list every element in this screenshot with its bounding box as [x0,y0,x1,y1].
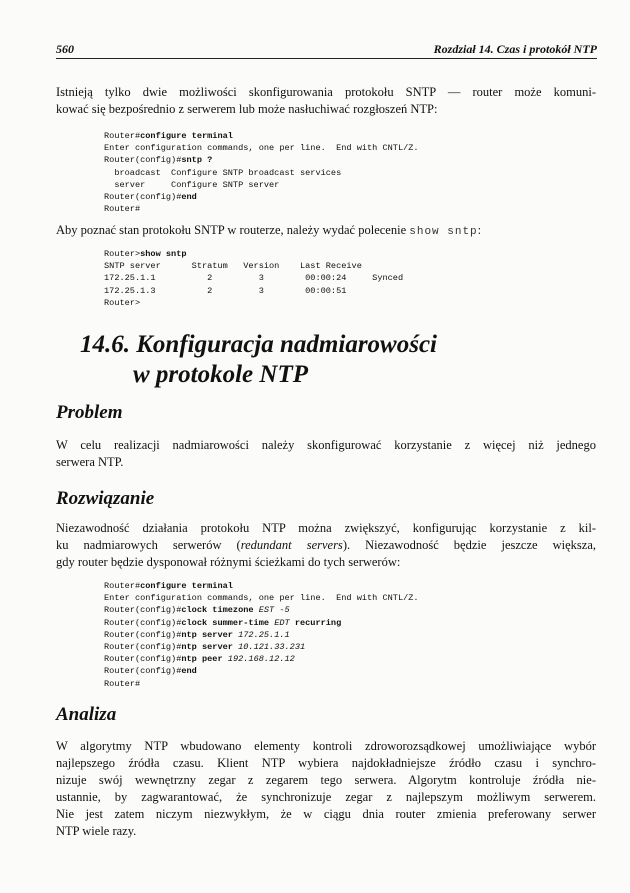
chapter-title: Rozdział 14. Czas i protokół NTP [433,42,597,56]
code-line: Router# [104,678,141,689]
analysis-heading: Analiza [56,704,117,725]
code-line: Router(config)#end [104,666,197,677]
code-line: Router(config)#clock summer-time EDT recurring [104,617,342,628]
text-line: ku nadmiarowych serwerów (redundant servers). Niezawodność będzie jeszcze większa, [56,538,596,552]
solution-heading: Rozwiązanie [56,488,155,509]
text-line: gdy router będzie dysponował różnymi ścieżkami do tych serwerów: [56,555,401,569]
section-heading: 14.6. Konfiguracja nadmiarowości w protokole NTP [80,331,437,388]
text-line: kować się bezpośrednio z serwerem lub może nasłuchiwać rozgłoszeń NTP: [56,102,438,116]
code-line: Router(config)#clock timezone EST -5 [104,605,290,616]
running-header [56,40,597,59]
text-line: Aby poznać stan protokołu SNTP w routerze, należy wydać polecenie [56,223,407,237]
code-line: broadcast Configure SNTP broadcast services [104,167,342,178]
solution-paragraph [56,520,596,571]
text-line: Nie jest zatem niczym niezwykłym, że w ciągu dnia router zmienia preferowany serwer [56,807,596,821]
text-line: NTP wiele razy. [56,824,137,838]
text-line: serwera NTP. [56,455,124,469]
text-line: W algorytmy NTP wbudowano elementy kontroli zdroworozsądkowej umożliwiające wybór [56,739,596,753]
code-block-ntp-redundancy [104,580,419,690]
problem-paragraph [56,437,596,471]
code-line: 172.25.1.1 2 3 00:00:24 Synced [104,273,404,284]
code-line: Router#configure terminal [104,131,233,141]
intro-paragraph [56,84,596,118]
text-line: W celu realizacji nadmiarowości należy skonfigurować korzystanie z więcej niż jednego [56,438,596,452]
problem-heading: Problem [56,402,123,423]
code-line: server Configure SNTP server [104,179,280,190]
text-line: Niezawodność działania protokołu NTP można zwiększyć, konfigurując korzystanie z kil- [56,521,596,535]
code-line: Router> [104,297,141,308]
inline-command: show sntp [409,226,478,238]
text-line: najlepszego źródła czasu. Klient NTP wybiera najdokładniejsze źródło czasu i synchro- [56,756,596,770]
code-line: Router(config)#ntp server 172.25.1.1 [104,629,290,640]
code-line: Router(config)#ntp server 10.121.33.231 [104,641,306,652]
code-line: Router# [104,204,141,215]
page-number: 560 [56,42,74,56]
code-line: 172.25.1.3 2 3 00:00:51 [104,285,347,296]
code-line: Router#configure terminal [104,581,233,591]
code-line: Router>show sntp [104,249,187,259]
code-line: Router(config)#end [104,191,197,202]
code-line: Enter configuration commands, one per line. End with CNTL/Z. [104,143,419,154]
code-line: Enter configuration commands, one per line. End with CNTL/Z. [104,593,419,604]
text-line: ustannie, by zagwarantować, że synchronizuje zegar z najlepszym możliwym serwerem. [56,790,596,804]
text-line: nizuje swój wewnętrzny zegar z zegarem tego serwera. Algorytm kontroluje źródła nie- [56,773,596,787]
code-block-show-sntp [104,248,403,309]
analysis-paragraph [56,738,596,840]
code-block-sntp-config [104,130,419,215]
code-line: Router(config)#ntp peer 192.168.12.12 [104,654,295,665]
show-sntp-paragraph: Aby poznać stan protokołu SNTP w routerze, należy wydać polecenie show sntp: [56,223,482,238]
inline-emphasis: redundant servers [240,538,343,552]
code-line: Router(config)#sntp ? [104,155,213,166]
text-line: Istnieją tylko dwie możliwości skonfigurowania protokołu SNTP — router może komuni- [56,85,596,99]
code-line: SNTP server Stratum Version Last Receive [104,261,362,272]
